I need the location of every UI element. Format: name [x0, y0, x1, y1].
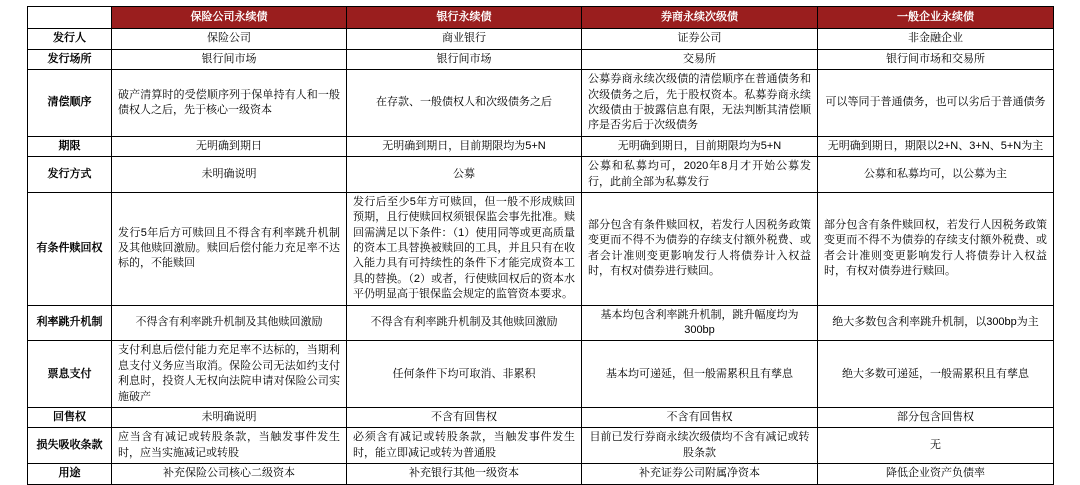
table-cell: 不得含有利率跳升机制及其他赎回激励 — [112, 305, 347, 341]
table-row — [28, 341, 1054, 408]
table-cell: 未明确说明 — [112, 407, 347, 427]
table-cell: 目前已发行券商永续次级债均不含有减记或转股条款 — [582, 428, 818, 464]
column-header: 银行永续债 — [347, 7, 582, 29]
row-label: 用途 — [28, 464, 112, 484]
row-label: 利率跳升机制 — [28, 305, 112, 341]
table-cell: 非金融企业 — [818, 29, 1054, 49]
table-cell: 银行间市场 — [347, 49, 582, 69]
table-cell: 部分包含有条件赎回权，若发行人因税务政策变更而不得不为债券的存续支付额外税费、或者会计准则变更影响发行人将债券计入权益时，有权对债券进行赎回。 — [582, 192, 818, 305]
table-row — [28, 29, 1054, 49]
table-cell: 商业银行 — [347, 29, 582, 49]
table-row — [28, 192, 1054, 305]
table-cell: 必须含有减记或转股条款，当触发事件发生时，能立即减记或转为普通股 — [347, 428, 582, 464]
row-label: 有条件赎回权 — [28, 192, 112, 305]
table-header-row — [28, 7, 1054, 29]
table-cell: 无明确到期日，期限以2+N、3+N、5+N为主 — [818, 136, 1054, 156]
table-cell: 基本均可递延，但一般需累积且有孳息 — [582, 341, 818, 408]
table-cell: 绝大多数包含利率跳升机制，以300bp为主 — [818, 305, 1054, 341]
table-cell: 应当含有减记或转股条款，当触发事件发生时，应当实施减记或转股 — [112, 428, 347, 464]
perpetual-bond-comparison-table — [27, 6, 1054, 485]
table-row — [28, 305, 1054, 341]
table-cell: 公募和私募均可，以公募为主 — [818, 157, 1054, 193]
table-cell: 不得含有利率跳升机制及其他赎回激励 — [347, 305, 582, 341]
table-cell: 公募 — [347, 157, 582, 193]
table-cell: 基本均包含利率跳升机制，跳升幅度均为300bp — [582, 305, 818, 341]
table-cell: 发行5年后方可赎回且不得含有利率跳升机制及其他赎回激励。赎回后偿付能力充足率不达标的，不能赎回 — [112, 192, 347, 305]
table-cell: 部分包含回售权 — [818, 407, 1054, 427]
table-cell: 任何条件下均可取消、非累积 — [347, 341, 582, 408]
row-label: 回售权 — [28, 407, 112, 427]
table-cell: 保险公司 — [112, 29, 347, 49]
table-row — [28, 49, 1054, 69]
table-cell: 绝大多数可递延，一般需累积且有孳息 — [818, 341, 1054, 408]
row-label: 票息支付 — [28, 341, 112, 408]
table-cell: 未明确说明 — [112, 157, 347, 193]
table-cell: 银行间市场 — [112, 49, 347, 69]
table-cell: 支付利息后偿付能力充足率不达标的，当期利息支付义务应当取消。保险公司无法如约支付利息时，投资人无权向法院申请对保险公司实施破产 — [112, 341, 347, 408]
table-cell: 交易所 — [582, 49, 818, 69]
row-label: 期限 — [28, 136, 112, 156]
table-row — [28, 428, 1054, 464]
column-header: 券商永续次级债 — [582, 7, 818, 29]
column-header: 保险公司永续债 — [112, 7, 347, 29]
table-row — [28, 464, 1054, 484]
table-cell: 无明确到期日 — [112, 136, 347, 156]
table-row — [28, 157, 1054, 193]
row-label: 发行方式 — [28, 157, 112, 193]
row-label: 损失吸收条款 — [28, 428, 112, 464]
table-cell: 公募券商永续次级债的清偿顺序在普通债务和次级债务之后，先于股权资本。私募券商永续次级债由于披露信息有限，无法判断其清偿顺序是否劣后于次级债务 — [582, 70, 818, 137]
table-cell: 公募和私募均可，2020年8月才开始公募发行，此前全部为私募发行 — [582, 157, 818, 193]
row-label: 发行场所 — [28, 49, 112, 69]
table-cell: 银行间市场和交易所 — [818, 49, 1054, 69]
row-label: 清偿顺序 — [28, 70, 112, 137]
table-cell: 部分包含有条件赎回权，若发行人因税务政策变更而不得不为债券的存续支付额外税费、或者会计准则变更影响发行人将债券计入权益时，有权对债券进行赎回。 — [818, 192, 1054, 305]
table-cell: 无明确到期日，目前期限均为5+N — [582, 136, 818, 156]
table-cell: 发行后至少5年方可赎回，但一般不形成赎回预期，且行使赎回权须银保监会事先批准。赎回需满足以下条件：（1）使用同等或更高质量的资本工具替换被赎回的工具，并且只有在收入能力具有可持续性的条件下才能完成资本工具的替换。（2）或者，行使赎回权后的资本水平仍明显高于银保监会规定的监管资本要求。 — [347, 192, 582, 305]
table-cell: 可以等同于普通债务，也可以劣后于普通债务 — [818, 70, 1054, 137]
table-cell: 破产清算时的受偿顺序列于保单持有人和一般债权人之后，先于核心一级资本 — [112, 70, 347, 137]
table-cell: 无明确到期日，目前期限均为5+N — [347, 136, 582, 156]
table-cell: 降低企业资产负债率 — [818, 464, 1054, 484]
table-cell: 补充证券公司附属净资本 — [582, 464, 818, 484]
table-row — [28, 70, 1054, 137]
corner-cell — [28, 7, 112, 29]
table-cell: 在存款、一般债权人和次级债务之后 — [347, 70, 582, 137]
table-cell: 不含有回售权 — [582, 407, 818, 427]
column-header: 一般企业永续债 — [818, 7, 1054, 29]
table-cell: 不含有回售权 — [347, 407, 582, 427]
table-cell: 补充保险公司核心二级资本 — [112, 464, 347, 484]
table-cell: 补充银行其他一级资本 — [347, 464, 582, 484]
row-label: 发行人 — [28, 29, 112, 49]
table-row — [28, 136, 1054, 156]
table-cell: 证券公司 — [582, 29, 818, 49]
table-row — [28, 407, 1054, 427]
table-cell: 无 — [818, 428, 1054, 464]
